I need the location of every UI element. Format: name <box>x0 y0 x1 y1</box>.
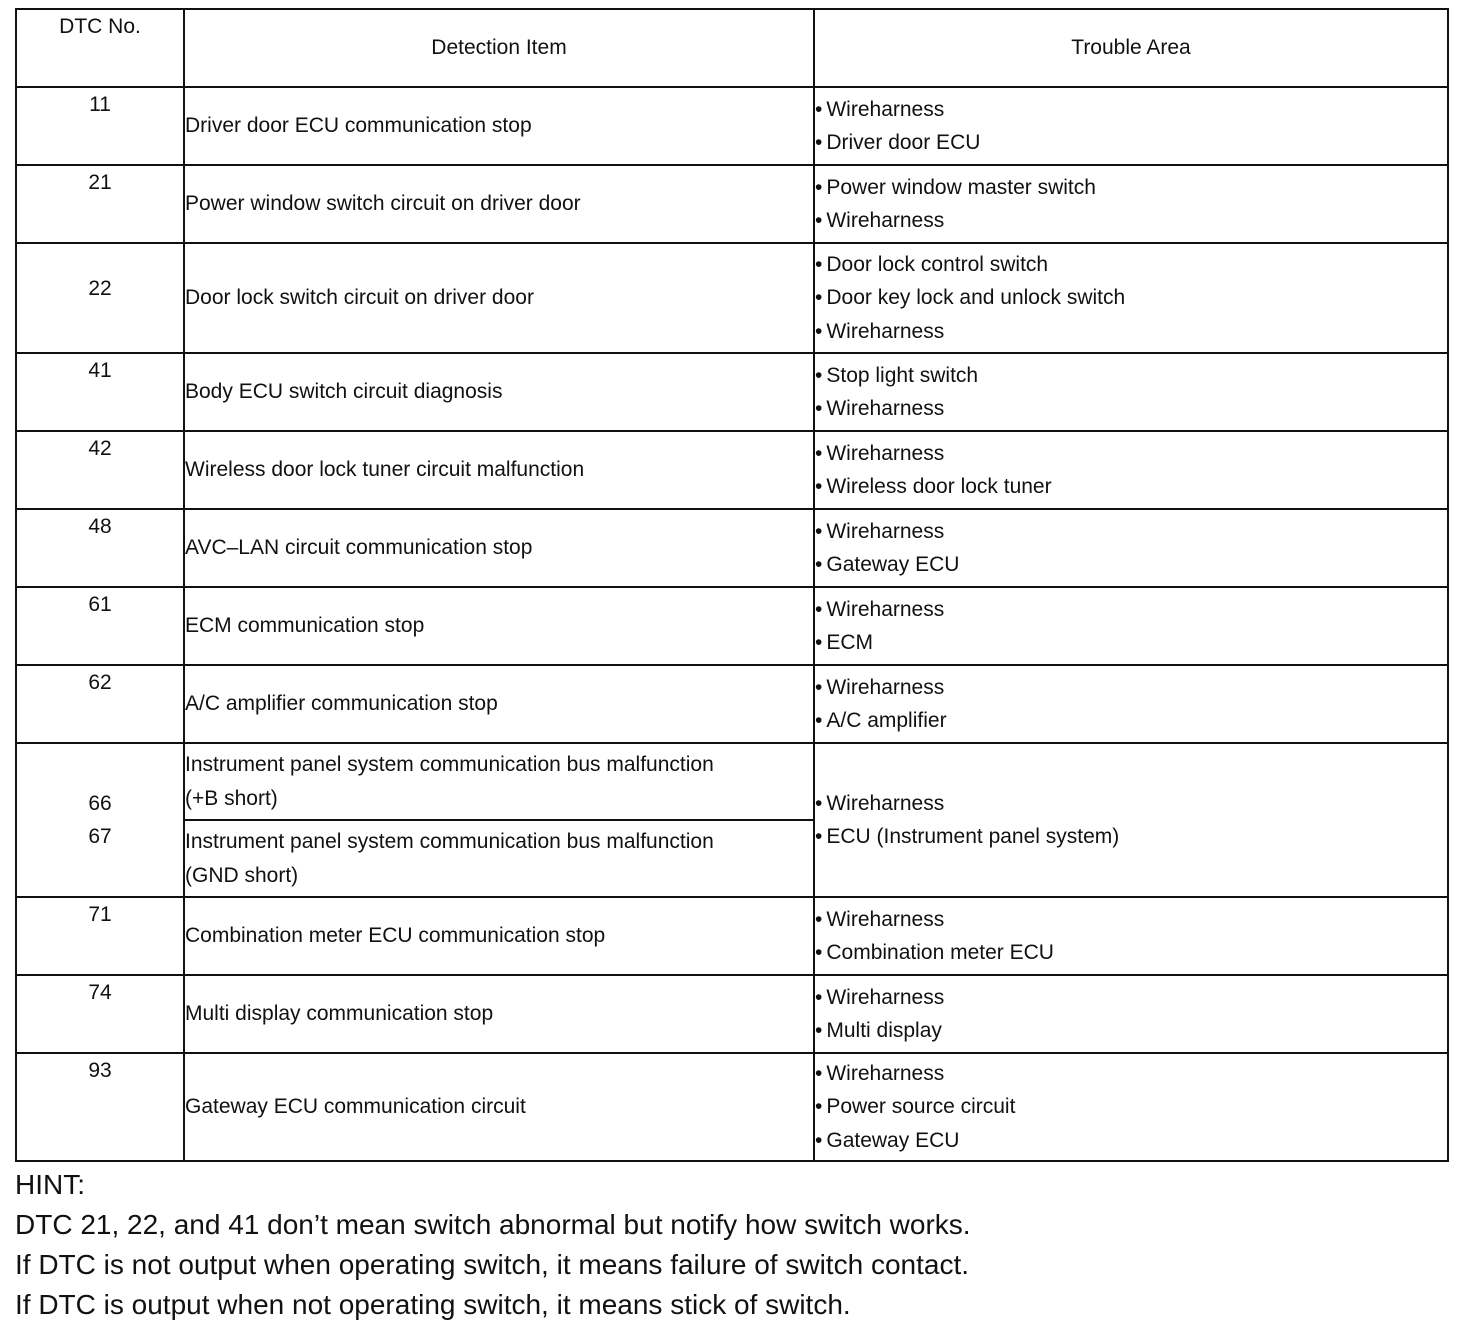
table-row <box>16 431 1448 509</box>
trouble-area-item: • Multi display <box>815 1014 1447 1048</box>
dtc-table <box>15 8 1449 1162</box>
trouble-area-item: • Gateway ECU <box>815 548 1447 582</box>
detection-item-line: Instrument panel system communication bus malfunction <box>185 830 714 853</box>
detection-item: ECM communication stop <box>184 587 814 665</box>
dtc-number: 62 <box>16 665 184 743</box>
trouble-area <box>814 165 1448 243</box>
table-row <box>16 509 1448 587</box>
detection-item: Gateway ECU communication circuit <box>184 1053 814 1161</box>
trouble-area <box>814 353 1448 431</box>
hint-line: If DTC is not output when operating switch, it means failure of switch contact. <box>15 1249 969 1280</box>
table-header-row <box>16 9 1448 87</box>
trouble-area <box>814 665 1448 743</box>
table-row <box>16 87 1448 165</box>
dtc-number: 67 <box>88 825 112 848</box>
header-dtc-no: DTC No. <box>16 9 184 87</box>
header-trouble-area: Trouble Area <box>814 9 1448 87</box>
detection-item: A/C amplifier communication stop <box>184 665 814 743</box>
trouble-area-item: • A/C amplifier <box>815 704 1447 738</box>
trouble-area-item: • Wireharness <box>815 437 1447 471</box>
trouble-area-item: • ECU (Instrument panel system) <box>815 820 1447 854</box>
dtc-number: 42 <box>16 431 184 509</box>
table-row <box>16 353 1448 431</box>
trouble-area-item: • Gateway ECU <box>815 1124 1447 1158</box>
trouble-area-item: • Wireharness <box>815 515 1447 549</box>
table-row <box>16 975 1448 1053</box>
dtc-number: 41 <box>16 353 184 431</box>
hint-line: DTC 21, 22, and 41 don’t mean switch abnormal but notify how switch works. <box>15 1209 971 1240</box>
table-row <box>16 665 1448 743</box>
trouble-area <box>814 509 1448 587</box>
dtc-number: 21 <box>16 165 184 243</box>
table-row <box>16 165 1448 243</box>
trouble-area-item: • Driver door ECU <box>815 126 1447 160</box>
dtc-number-merged <box>16 743 184 897</box>
hint-section <box>15 1165 971 1325</box>
header-detection-item: Detection Item <box>184 9 814 87</box>
detection-item: Multi display communication stop <box>184 975 814 1053</box>
trouble-area-item: • Wireharness <box>815 392 1447 426</box>
detection-item: Body ECU switch circuit diagnosis <box>184 353 814 431</box>
trouble-area <box>814 431 1448 509</box>
dtc-number: 61 <box>16 587 184 665</box>
trouble-area-item: • Combination meter ECU <box>815 936 1447 970</box>
dtc-number: 22 <box>16 243 184 353</box>
trouble-area <box>814 975 1448 1053</box>
detection-item-line: (GND short) <box>185 863 299 887</box>
trouble-area <box>814 897 1448 975</box>
trouble-area-item: • Power window master switch <box>815 171 1447 205</box>
dtc-number: 71 <box>16 897 184 975</box>
detection-item <box>184 743 814 820</box>
table-row-merged-top <box>16 743 1448 820</box>
trouble-area-item: • Wireharness <box>815 93 1447 127</box>
trouble-area-item: • Door lock control switch <box>815 248 1447 282</box>
trouble-area <box>814 87 1448 165</box>
trouble-area-item: • Power source circuit <box>815 1090 1447 1124</box>
hint-title: HINT: <box>15 1169 85 1200</box>
dtc-number: 11 <box>16 87 184 165</box>
trouble-area-item: • Wireharness <box>815 593 1447 627</box>
table-row <box>16 587 1448 665</box>
trouble-area-item: • Wireharness <box>815 981 1447 1015</box>
trouble-area <box>814 587 1448 665</box>
detection-item: Combination meter ECU communication stop <box>184 897 814 975</box>
detection-item-line: (+B short) <box>185 786 278 810</box>
detection-item-line: Instrument panel system communication bus malfunction <box>185 753 714 776</box>
trouble-area <box>814 243 1448 353</box>
trouble-area <box>814 1053 1448 1161</box>
trouble-area-item: • Wireharness <box>815 903 1447 937</box>
table-row <box>16 897 1448 975</box>
detection-item: Door lock switch circuit on driver door <box>184 243 814 353</box>
dtc-number: 48 <box>16 509 184 587</box>
table-row <box>16 243 1448 353</box>
trouble-area-item: • Wireharness <box>815 671 1447 705</box>
hint-line: If DTC is output when not operating switch, it means stick of switch. <box>15 1289 851 1320</box>
trouble-area <box>814 743 1448 897</box>
trouble-area-item: • Door key lock and unlock switch <box>815 281 1447 315</box>
detection-item: Driver door ECU communication stop <box>184 87 814 165</box>
trouble-area-item: • Wireharness <box>815 204 1447 238</box>
trouble-area-item: • Wireharness <box>815 1057 1447 1091</box>
trouble-area-item: • Wireless door lock tuner <box>815 470 1447 504</box>
detection-item <box>184 820 814 897</box>
trouble-area-item: • Wireharness <box>815 787 1447 821</box>
dtc-number: 74 <box>16 975 184 1053</box>
dtc-number: 93 <box>16 1053 184 1161</box>
trouble-area-item: • Wireharness <box>815 315 1447 349</box>
detection-item: Wireless door lock tuner circuit malfunction <box>184 431 814 509</box>
table-row <box>16 1053 1448 1161</box>
detection-item: AVC–LAN circuit communication stop <box>184 509 814 587</box>
trouble-area-item: • ECM <box>815 626 1447 660</box>
detection-item: Power window switch circuit on driver door <box>184 165 814 243</box>
dtc-number: 66 <box>88 791 112 815</box>
trouble-area-item: • Stop light switch <box>815 359 1447 393</box>
